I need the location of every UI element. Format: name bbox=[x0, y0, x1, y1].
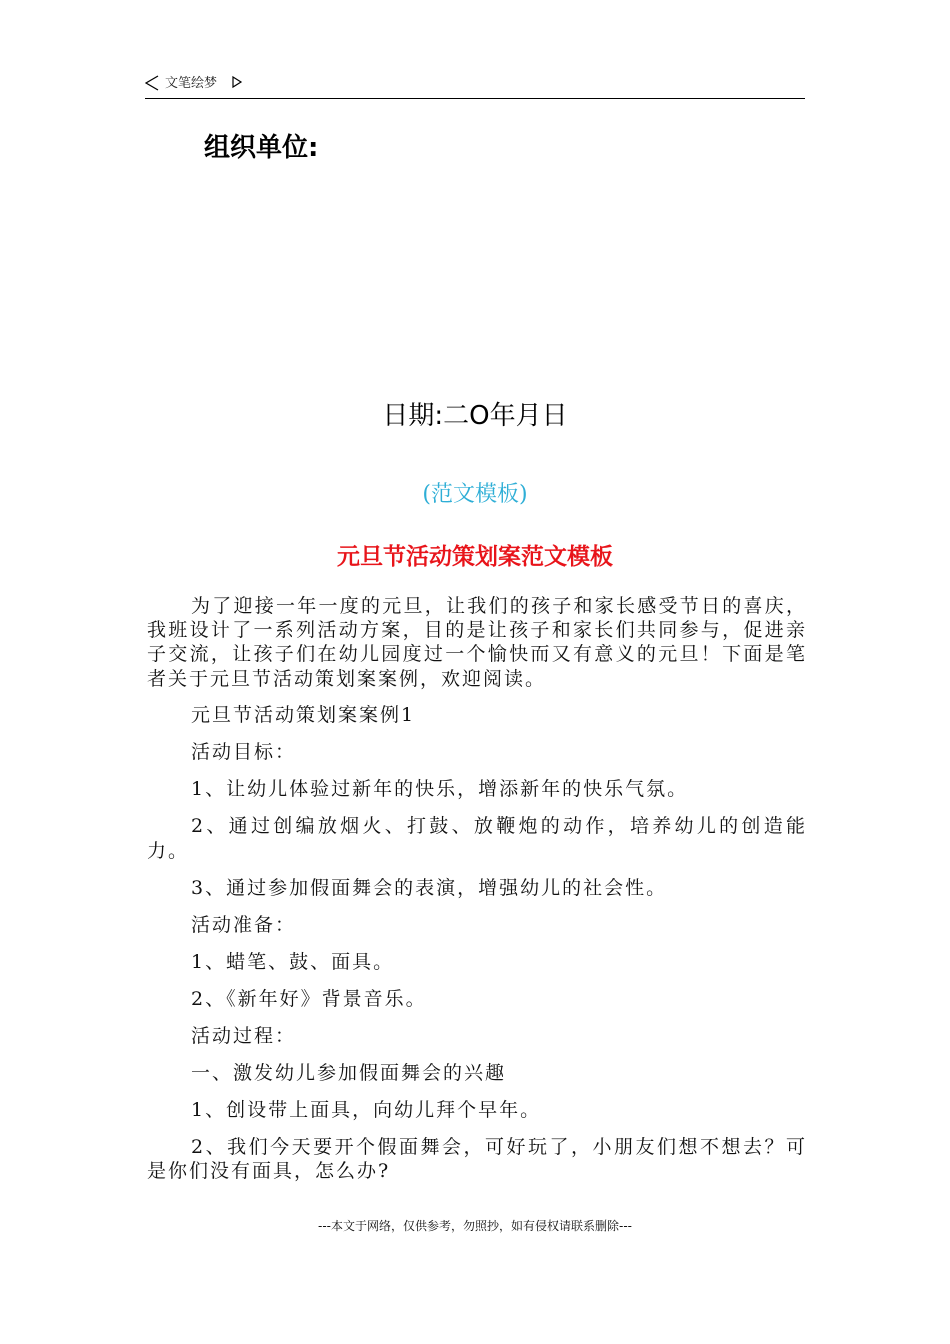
right-arrow-icon bbox=[231, 75, 243, 89]
page-header bbox=[145, 70, 805, 99]
process-item-1: 1、创设带上面具，向幼儿拜个早年。 bbox=[191, 1098, 542, 1121]
template-tag: (范文模板) bbox=[422, 482, 528, 507]
intro-paragraph: 为了迎接一年一度的元旦，让我们的孩子和家长感受节日的喜庆，我班设计了一系列活动方案，目的是让孩子和家长们共同参与，促进亲子交流，让孩子们在幼儿园度过一个愉快而又有意义的元旦！下面是笔者关于元旦节活动策划案案例，欢迎阅读。 bbox=[147, 595, 807, 690]
process-step-heading: 一、激发幼儿参加假面舞会的兴趣 bbox=[191, 1061, 507, 1084]
organization-label: 组织单位: bbox=[204, 133, 319, 163]
process-item-2: 2、我们今天要开个假面舞会，可好玩了，小朋友们想不想去？可是你们没有面具，怎么办? bbox=[147, 1135, 807, 1183]
goal-item-3: 3、通过参加假面舞会的表演，增强幼儿的社会性。 bbox=[191, 876, 668, 899]
date-line: 日期:二O年月日 bbox=[382, 401, 568, 431]
preparation-item-1: 1、蜡笔、鼓、面具。 bbox=[191, 950, 395, 973]
left-arrow-icon bbox=[145, 75, 159, 91]
section-heading-preparation: 活动准备： bbox=[191, 913, 297, 936]
section-heading-process: 活动过程： bbox=[191, 1024, 297, 1047]
document-title: 元旦节活动策划案范文模板 bbox=[337, 544, 613, 570]
goal-item-2: 2、通过创编放烟火、打鼓、放鞭炮的动作，培养幼儿的创造能力。 bbox=[147, 815, 807, 862]
case-heading: 元旦节活动策划案案例1 bbox=[191, 704, 416, 727]
header-label: 文笔绘梦 bbox=[165, 76, 218, 91]
document-body bbox=[147, 594, 807, 1184]
goal-item-1: 1、让幼儿体验过新年的快乐，增添新年的快乐气氛。 bbox=[191, 778, 689, 801]
preparation-item-2: 2、《新年好》背景音乐。 bbox=[191, 987, 427, 1010]
section-heading-goals: 活动目标： bbox=[191, 741, 297, 764]
footer-disclaimer: ---本文于网络，仅供参考，勿照抄，如有侵权请联系删除--- bbox=[318, 1219, 632, 1233]
